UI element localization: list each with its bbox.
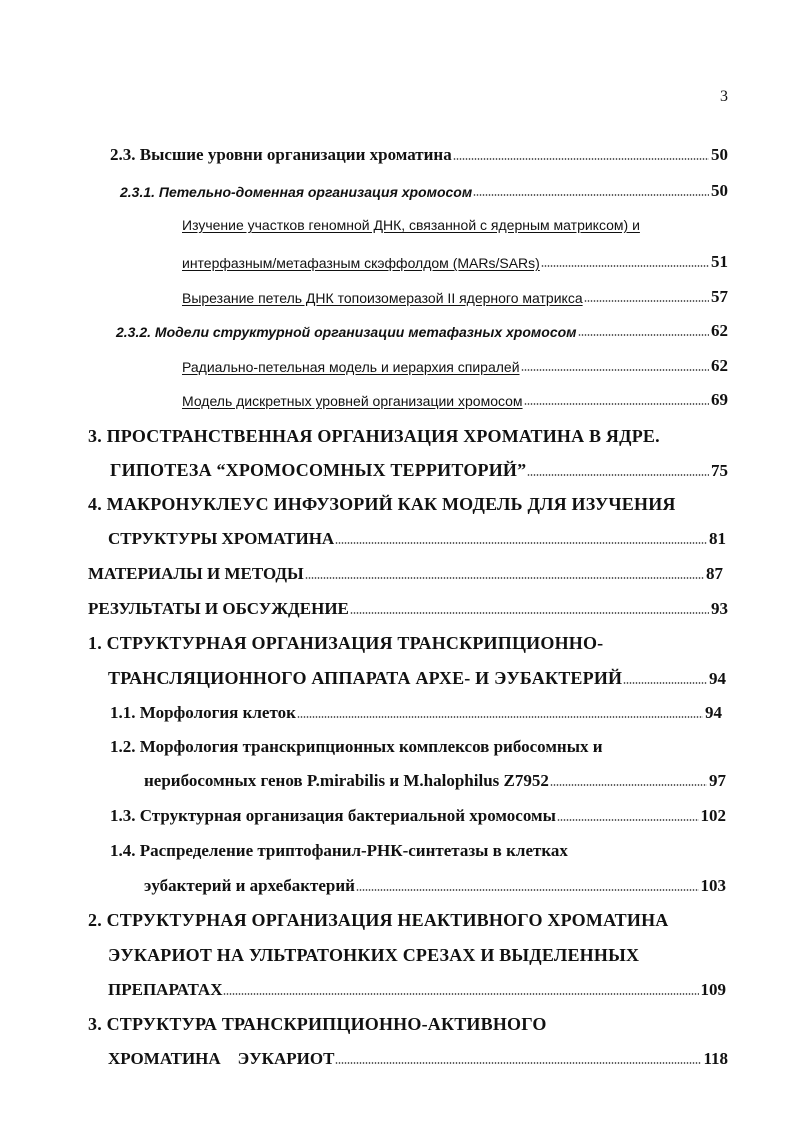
toc-entry-page: 62 (711, 321, 728, 340)
toc-entry-2-3 (110, 146, 728, 163)
toc-entry-discrete-levels (182, 391, 728, 408)
toc-entry-1-1 (110, 704, 722, 721)
dot-leader (305, 577, 704, 579)
toc-entry-title: 1.4. Распределение триптофанил-РНК-синтетазы в клетках (110, 841, 568, 860)
toc-entry-title: интерфазным/метафазным скэффолдом (MARs/SARs) (182, 255, 540, 271)
toc-entry-page: 57 (711, 287, 728, 306)
toc-entry-topoisomerase (182, 288, 728, 305)
toc-entry-2-3-2 (116, 322, 728, 339)
dot-leader (584, 300, 709, 302)
dot-leader (356, 889, 699, 891)
toc-entry-title: 3. СТРУКТУРА ТРАНСКРИПЦИОННО-АКТИВНОГО (88, 1014, 547, 1034)
toc-entry-page: 50 (711, 145, 728, 164)
dot-leader (297, 716, 703, 718)
toc-entry-page: 81 (709, 529, 726, 548)
toc-entry-page: 94 (709, 669, 726, 688)
toc-entry-page: 62 (711, 356, 728, 375)
toc-entry-page: 87 (706, 564, 723, 583)
toc-entry-title: Вырезание петель ДНК топоизомеразой II ядерного матрикса (182, 290, 583, 306)
toc-entry-title: Модель дискретных уровней организации хромосом (182, 393, 523, 409)
dot-leader (453, 158, 709, 160)
toc-entry-1-4 (144, 877, 726, 894)
toc-entry-radial-loop (182, 357, 728, 374)
toc-entry-title: ХРОМАТИНА ЭУКАРИОТ (108, 1049, 335, 1068)
toc-entry-title: Радиально-петельная модель и иерархия спиралей (182, 359, 520, 375)
toc-entry-2-3-1 (120, 182, 728, 199)
toc-entry-2-inactive (108, 981, 726, 998)
dot-leader (623, 682, 707, 684)
toc-entry-title: ПРЕПАРАТАХ (108, 980, 223, 999)
dot-leader (527, 474, 709, 476)
toc-entry-3-active (108, 1050, 728, 1067)
toc-entry-1-structural (108, 669, 726, 687)
toc-entry-title: 2.3. Высшие уровни организации хроматина (110, 145, 452, 164)
toc-entry-title: 1.3. Структурная организация бактериальной хромосомы (110, 806, 556, 825)
dot-leader (578, 334, 709, 336)
toc-entry-title: 1. СТРУКТУРНАЯ ОРГАНИЗАЦИЯ ТРАНСКРИПЦИОННО- (88, 633, 604, 653)
toc-entry-title: 1.2. Морфология транскрипционных комплексов рибосомных и (110, 737, 603, 756)
toc-entry-title: ЭУКАРИОТ НА УЛЬТРАТОНКИХ СРЕЗАХ И ВЫДЕЛЕННЫХ (108, 945, 640, 965)
toc-entry-page: 51 (711, 252, 728, 271)
toc-entry-title: МАТЕРИАЛЫ И МЕТОДЫ (88, 564, 304, 583)
dot-leader (335, 542, 707, 544)
dot-leader (335, 1062, 701, 1064)
toc-entry-4-macronucleus (108, 530, 726, 547)
toc-entry-title: СТРУКТУРЫ ХРОМАТИНА (108, 529, 335, 548)
toc-entry-title: 2.3.2. Модели структурной организации метафазных хромосом (116, 324, 577, 340)
toc-entry-3-spatial (110, 461, 728, 479)
dot-leader (223, 993, 698, 995)
toc-entry-title: 4. МАКРОНУКЛЕУС ИНФУЗОРИЙ КАК МОДЕЛЬ ДЛЯ ИЗУЧЕНИЯ (88, 494, 676, 514)
toc-entry-page: 50 (711, 181, 728, 200)
dot-leader (524, 403, 709, 405)
toc-entry-page: 103 (700, 876, 726, 895)
toc-entry-1-2 (144, 772, 726, 789)
dot-leader (350, 612, 709, 614)
toc-entry-page: 69 (711, 390, 728, 409)
toc-entry-page: 94 (705, 703, 722, 722)
toc-entry-page: 93 (711, 599, 728, 618)
toc-entry-title: 3. ПРОСТРАНСТВЕННАЯ ОРГАНИЗАЦИЯ ХРОМАТИНА В ЯДРЕ. (88, 426, 660, 446)
toc-entry-page: 102 (700, 806, 726, 825)
toc-entry-materials-methods (88, 565, 723, 582)
toc-entry-page: 118 (703, 1049, 728, 1068)
toc-entry-title: ТРАНСЛЯЦИОННОГО АППАРАТА АРХЕ- И ЭУБАКТЕРИЙ (108, 668, 623, 688)
toc-entry-page: 75 (711, 461, 728, 480)
toc-entry-page: 109 (700, 980, 726, 999)
toc-entry-title: 2.3.1. Петельно-доменная организация хромосом (120, 184, 473, 200)
toc-entry-title: эубактерий и архебактерий (144, 876, 355, 895)
toc-entry-title: Изучение участков геномной ДНК, связанной с ядерным матриксом) и (182, 217, 640, 233)
toc-entry-title: ГИПОТЕЗА “ХРОМОСОМНЫХ ТЕРРИТОРИЙ” (110, 460, 527, 480)
dot-leader (550, 784, 707, 786)
toc-entry-mars-sars (182, 253, 728, 270)
toc-entry-title: 2. СТРУКТУРНАЯ ОРГАНИЗАЦИЯ НЕАКТИВНОГО ХРОМАТИНА (88, 910, 669, 930)
toc-entry-title: нерибосомных генов P.mirabilis и M.halophilus Z7952 (144, 771, 549, 790)
toc-entry-1-3 (110, 807, 726, 824)
toc-entry-page: 97 (709, 771, 726, 790)
toc-entry-results (88, 600, 728, 617)
toc-entry-title: РЕЗУЛЬТАТЫ И ОБСУЖДЕНИЕ (88, 599, 349, 618)
dot-leader (473, 194, 709, 196)
toc-entry-title: 1.1. Морфология клеток (110, 703, 296, 722)
dot-leader (521, 369, 709, 371)
dot-leader (541, 265, 709, 267)
page-number: 3 (720, 88, 728, 105)
dot-leader (557, 819, 699, 821)
